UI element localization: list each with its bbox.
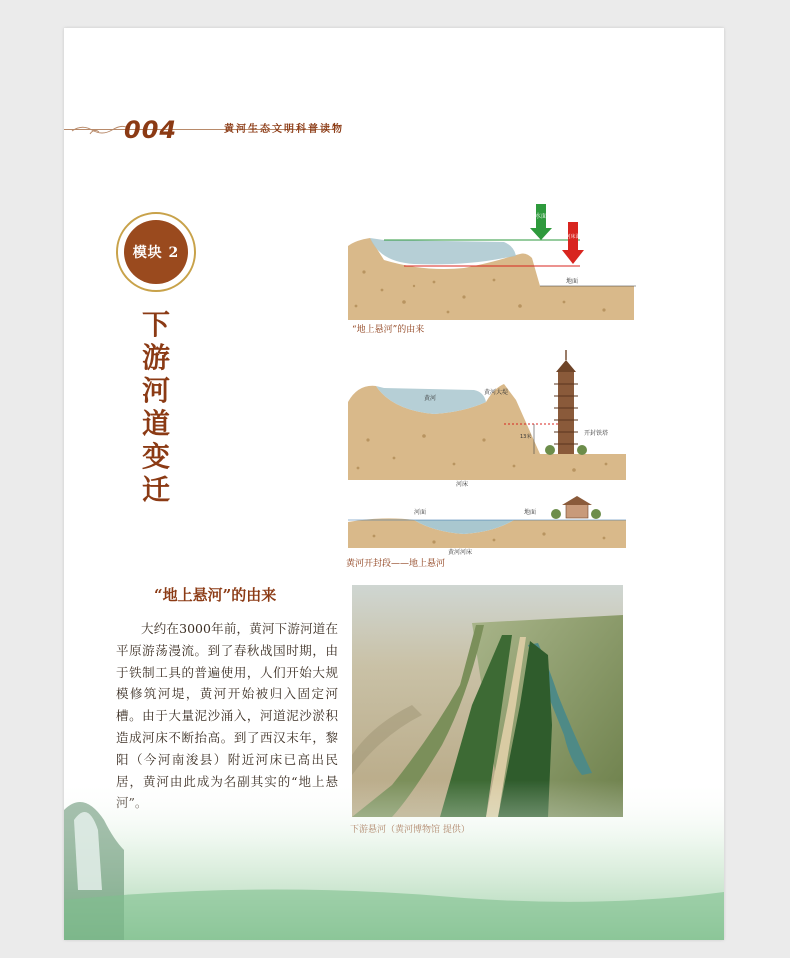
pagoda-illustration [545, 350, 587, 455]
section-title-char: 道 [141, 407, 170, 440]
diagram1-ground-label: 地面 [566, 278, 579, 285]
diagram2-levee-label: 黄河大堤 [484, 389, 509, 396]
diagram3-riverbed-label: 黄河河床 [448, 549, 473, 556]
module-badge-label: 模块 2 [124, 220, 188, 284]
section-title-char: 下 [141, 308, 170, 341]
header-swirl-ornament [70, 122, 130, 138]
building-illustration [551, 496, 601, 519]
diagram2-river-label: 黄河 [424, 395, 437, 402]
article-heading: “地上悬河”的由来 [154, 586, 277, 604]
section-title [140, 308, 172, 506]
diagram1-caption: “地上悬河”的由来 [352, 325, 425, 335]
kaifeng-pagoda-diagram [344, 340, 644, 490]
book-page [64, 28, 724, 940]
section-title-char: 变 [141, 440, 170, 473]
diagram2-pagoda-label: 开封铁塔 [584, 430, 609, 437]
diagram1-water-label: 水面 [534, 213, 548, 220]
section-title-char: 游 [141, 341, 170, 374]
diagram3-ground-label: 地面 [524, 509, 537, 516]
diagram2-height-label: 13米 [520, 434, 532, 440]
running-title: 黄河生态文明科普读物 [224, 124, 344, 135]
diagram3-river-label: 河面 [414, 509, 427, 516]
diagram2-riverbed-label: 河床 [456, 481, 469, 488]
diagram1-riverbed-label: 河床面 [565, 234, 581, 240]
bottom-landscape-wash [64, 780, 724, 940]
module-badge [116, 212, 196, 292]
suspended-river-diagram [344, 202, 644, 322]
section-title-char: 河 [141, 374, 170, 407]
page-number: 004 [124, 116, 178, 144]
diagram3-caption: 黄河开封段——地上悬河 [346, 559, 446, 569]
article-body: 大约在3000年前，黄河下游河道在平原游荡漫流。到了春秋战国时期，由于铁制工具的普遍使用，人们开始大规模修筑河堤，黄河开始被归入固定河槽。由于大量泥沙涌入，河道泥沙淤积造成河床不断抬高。到了西汉末年，黎阳（今河南浚县）附近河床已高出民 [116, 621, 338, 767]
section-title-char: 迁 [141, 473, 170, 506]
